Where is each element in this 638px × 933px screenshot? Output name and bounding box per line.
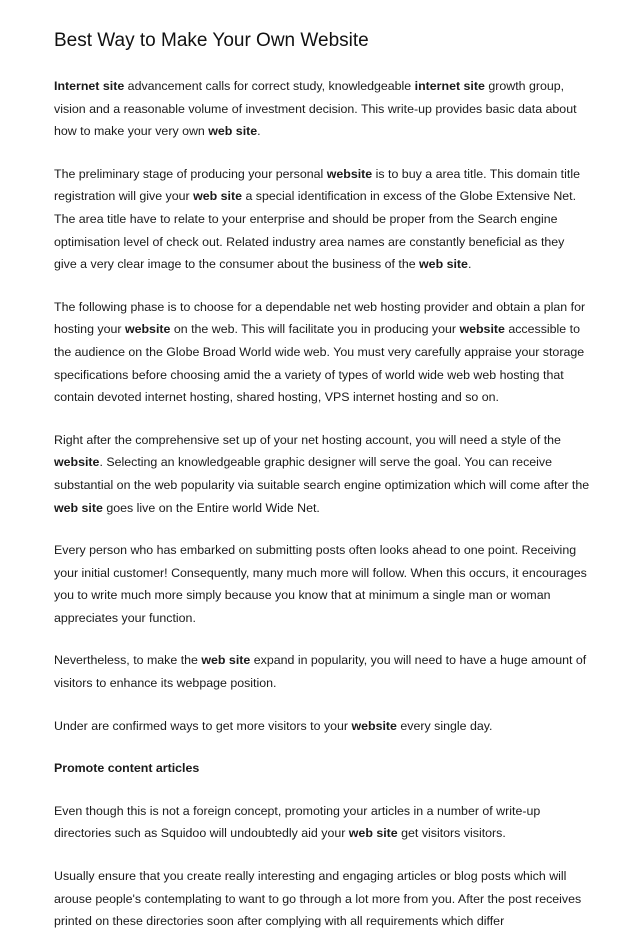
bold-keyword: website bbox=[459, 322, 505, 337]
bold-keyword: website bbox=[326, 166, 373, 181]
document-body bbox=[54, 75, 590, 933]
text-run: get visitors visitors. bbox=[397, 826, 506, 841]
text-run: growth group, vision and a reasonable volume of investment decision. This write-up provides basic data about how to make your very own bbox=[54, 79, 577, 139]
paragraph bbox=[54, 800, 590, 845]
text-run: Usually ensure that you create really interesting and engaging articles or blog posts which will arouse people's contemplating to want to go through a lot more from you. After the post receives printed on these directories soon after complying with all requirements which differ bbox=[54, 869, 582, 929]
text-run: Nevertheless, to make the bbox=[54, 653, 202, 668]
text-run: goes live on the Entire world Wide Net. bbox=[102, 500, 320, 515]
bold-keyword: Promote content articles bbox=[54, 761, 200, 776]
bold-keyword: web site bbox=[419, 257, 468, 272]
text-run: expand in popularity, you will need to have a huge amount of visitors to enhance its webpage position. bbox=[54, 653, 587, 691]
bold-keyword: website bbox=[54, 455, 100, 470]
paragraph bbox=[54, 865, 590, 933]
text-run: a special identification in excess of the Globe Extensive Net. The area title have to relate to your enterprise and should be proper from the Search engine optimisation level of check out. Related industry area names are constantly beneficial as they give a very clear image to the consumer about the business of the bbox=[54, 189, 577, 272]
bold-keyword: web site bbox=[348, 826, 398, 841]
text-run: Right after the comprehensive set up of your net hosting account, you will need a style of the bbox=[54, 432, 561, 447]
paragraph bbox=[54, 649, 590, 694]
paragraph bbox=[54, 539, 590, 629]
text-run: accessible to the audience on the Globe Broad World wide web. You must very carefully appraise your storage specifications before choosing amid the a variety of types of world wide web web hosting that contain devoted internet hosting, shared hosting, VPS internet hosting and so on. bbox=[54, 322, 585, 405]
text-run: . Selecting an knowledgeable graphic designer will serve the goal. You can receive substantial on the web popularity via suitable search engine optimization which will come after the bbox=[54, 455, 590, 492]
text-run: advancement calls for correct study, knowledgeable bbox=[124, 79, 415, 93]
bold-keyword: web site bbox=[193, 189, 243, 204]
bold-keyword: internet site bbox=[414, 79, 485, 93]
text-run: . bbox=[467, 257, 472, 272]
bold-keyword: website bbox=[351, 718, 397, 733]
bold-keyword: web site bbox=[54, 500, 103, 515]
paragraph bbox=[54, 75, 590, 143]
bold-keyword: web site bbox=[201, 653, 251, 668]
bold-keyword: Internet site bbox=[54, 79, 125, 93]
text-run: is to buy a area title. This domain title registration will give your bbox=[54, 166, 580, 204]
section-heading bbox=[54, 757, 590, 780]
text-run: every single day. bbox=[396, 718, 493, 733]
paragraph bbox=[54, 296, 590, 409]
text-run: The following phase is to choose for a dependable net web hosting provider and obtain a plan for hosting your bbox=[54, 299, 586, 337]
text-run: Every person who has embarked on submitting posts often looks ahead to one point. Receiving your initial customer! Consequently, many much more will follow. When this occurs, it encourages you to write much more simply because you know that at minimum a single man or woman appreciates your function. bbox=[54, 543, 587, 625]
bold-keyword: website bbox=[124, 322, 171, 337]
paragraph bbox=[54, 163, 590, 276]
text-run: on the web. This will facilitate you in producing your bbox=[170, 322, 460, 337]
document-title: Best Way to Make Your Own Website bbox=[54, 30, 369, 51]
text-run: . bbox=[257, 124, 261, 139]
bold-keyword: web site bbox=[208, 124, 258, 139]
paragraph bbox=[54, 429, 590, 519]
text-run: Under are confirmed ways to get more visitors to your bbox=[54, 718, 352, 733]
text-run: Even though this is not a foreign concept, promoting your articles in a number of write-up directories such as Squidoo will undoubtedly aid your bbox=[54, 803, 541, 841]
paragraph bbox=[54, 715, 590, 738]
text-run: The preliminary stage of producing your personal bbox=[54, 166, 327, 181]
